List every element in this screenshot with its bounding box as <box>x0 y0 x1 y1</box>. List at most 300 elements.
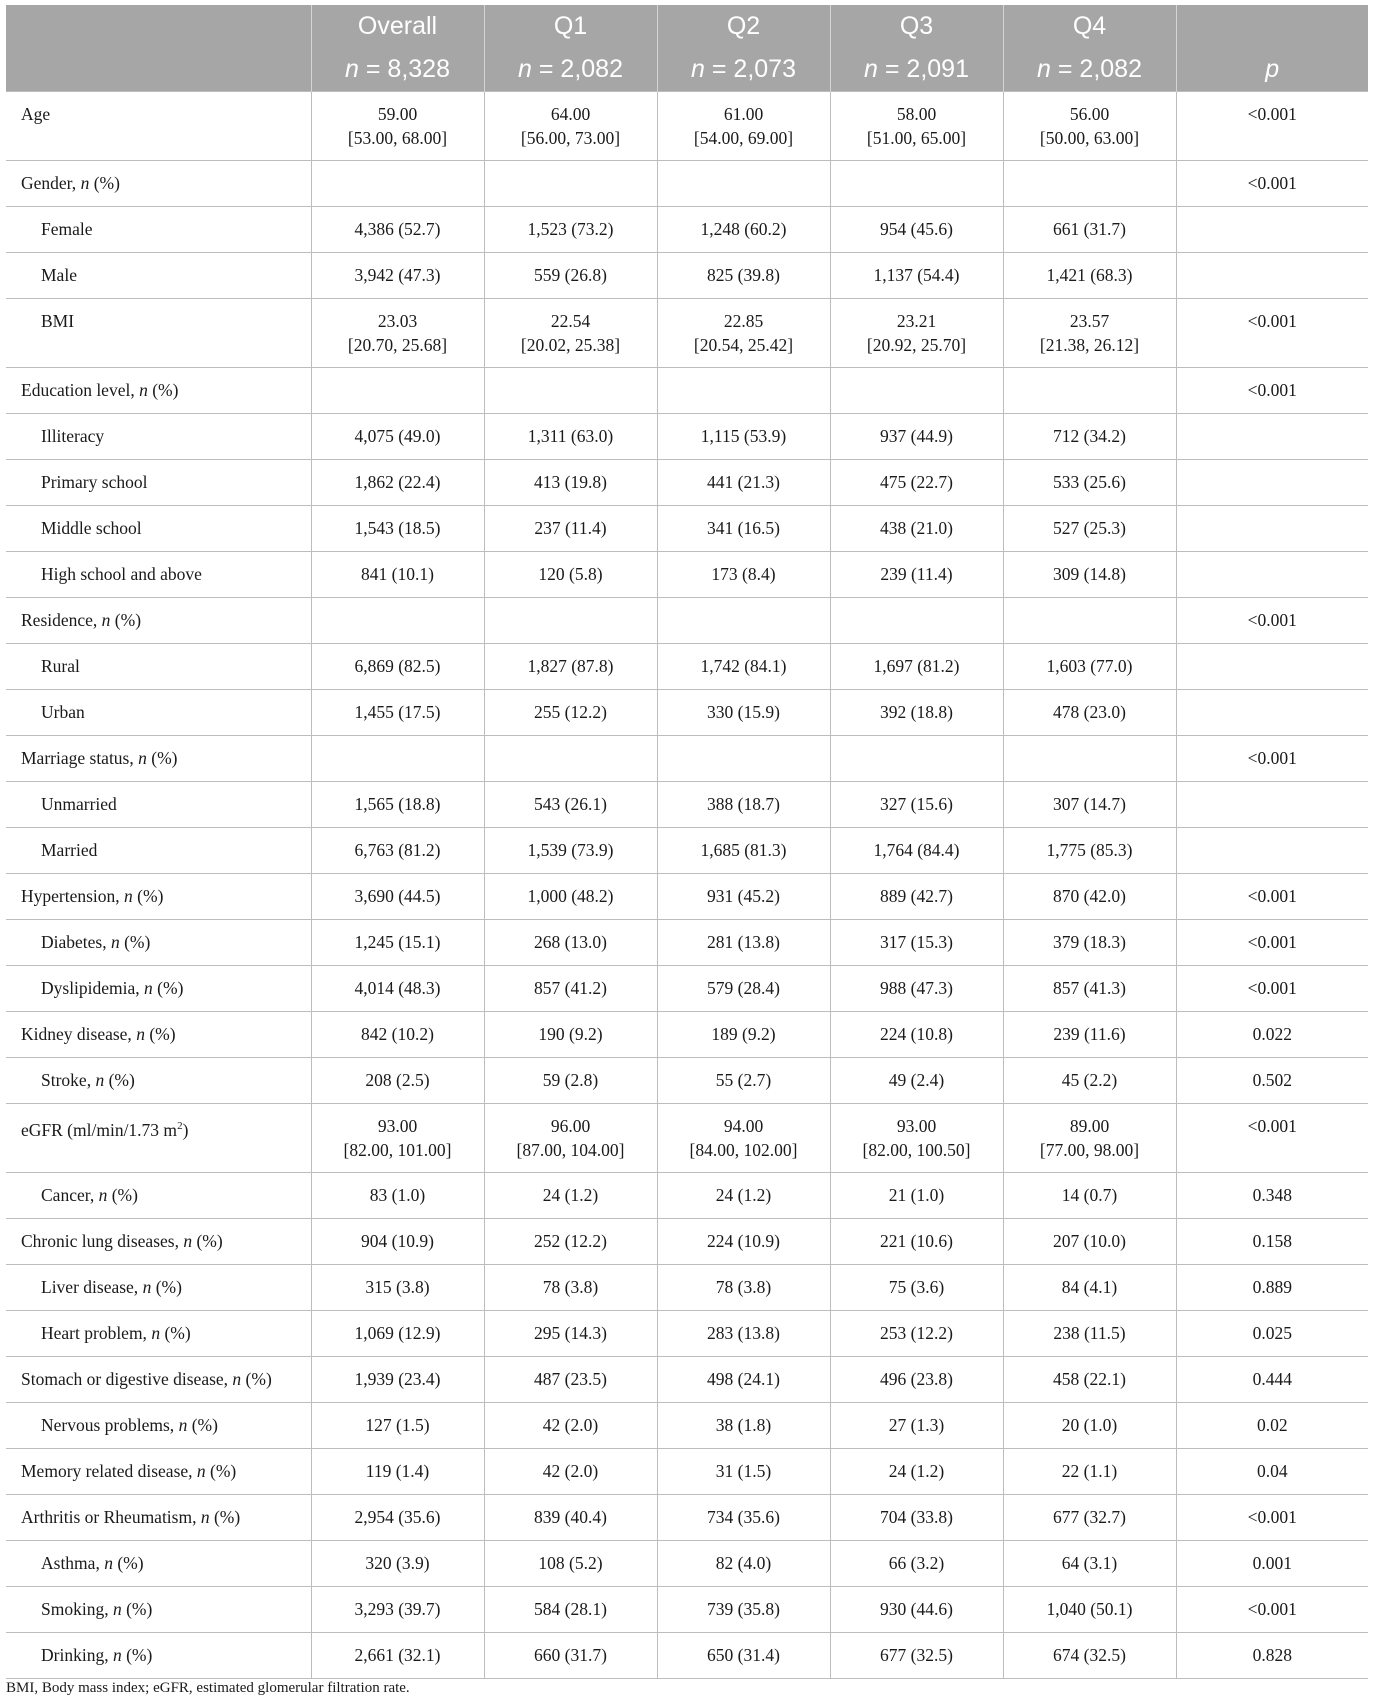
value-cell <box>311 1012 484 1058</box>
label-main: Cancer, <box>41 1185 99 1205</box>
p-value-cell: 0.444 <box>1176 1357 1368 1403</box>
value-main: 1,539 (73.9) <box>527 840 614 860</box>
value-main: 3,293 (39.7) <box>354 1599 441 1619</box>
value-main: 78 (3.8) <box>715 1277 772 1297</box>
value-cell <box>1003 1357 1176 1403</box>
value-main: 309 (14.8) <box>1053 564 1126 584</box>
value-main: 239 (11.6) <box>1053 1024 1126 1044</box>
value-main: 931 (45.2) <box>707 886 780 906</box>
value-cell <box>657 207 830 253</box>
p-value-cell: <0.001 <box>1176 1587 1368 1633</box>
value-main: 839 (40.4) <box>534 1507 607 1527</box>
p-value-cell: 0.04 <box>1176 1449 1368 1495</box>
label-n: n <box>196 1461 206 1481</box>
value-main: 317 (15.3) <box>880 932 953 952</box>
row-label <box>6 828 311 874</box>
row-label <box>6 644 311 690</box>
value-cell <box>657 1173 830 1219</box>
value-cell <box>1003 1265 1176 1311</box>
label-main: Diabetes, <box>41 932 111 952</box>
label-n: n <box>200 1507 210 1527</box>
value-cell <box>657 644 830 690</box>
value-cell <box>830 1403 1003 1449</box>
header-overall: Overall <box>311 5 484 48</box>
row-label-text <box>6 1597 152 1621</box>
p-value-cell: <0.001 <box>1176 1495 1368 1541</box>
value-main: 1,862 (22.4) <box>354 472 441 492</box>
label-n: n <box>136 1024 145 1044</box>
value-cell <box>1003 782 1176 828</box>
label-suffix: (%) <box>132 886 164 906</box>
value-cell <box>311 1403 484 1449</box>
table-container <box>6 5 1368 1679</box>
row-label-text <box>6 263 77 287</box>
value-main: 2,661 (32.1) <box>354 1645 441 1665</box>
value-cell <box>311 1541 484 1587</box>
value-main: 58.00 <box>896 104 937 124</box>
value-main: 61.00 <box>723 104 764 124</box>
value-main: 954 (45.6) <box>880 219 953 239</box>
value-main: 23.57 <box>1069 311 1110 331</box>
p-value-cell: <0.001 <box>1176 920 1368 966</box>
value-cell <box>657 253 830 299</box>
row-label <box>6 1495 311 1541</box>
table-row <box>6 1403 1368 1449</box>
value-cell <box>1003 1633 1176 1679</box>
label-n: n <box>151 1323 161 1343</box>
value-cell <box>830 552 1003 598</box>
value-cell <box>484 874 657 920</box>
value-cell <box>1003 161 1176 207</box>
value-main: 221 (10.6) <box>880 1231 953 1251</box>
value-main: 84 (4.1) <box>1061 1277 1118 1297</box>
value-cell <box>1003 1449 1176 1495</box>
value-range: [50.00, 63.00] <box>1039 128 1140 148</box>
value-range: [77.00, 98.00] <box>1039 1140 1140 1160</box>
value-main: 253 (12.2) <box>880 1323 953 1343</box>
value-cell <box>484 598 657 644</box>
p-value-cell <box>1176 552 1368 598</box>
value-main: 82 (4.0) <box>715 1553 772 1573</box>
value-cell <box>484 92 657 161</box>
value-main: 674 (32.5) <box>1053 1645 1126 1665</box>
value-cell <box>657 874 830 920</box>
value-main: 1,764 (84.4) <box>873 840 960 860</box>
row-label <box>6 1219 311 1265</box>
row-label <box>6 299 311 368</box>
value-main: 59 (2.8) <box>542 1070 599 1090</box>
value-main: 27 (1.3) <box>888 1415 945 1435</box>
value-cell <box>484 1012 657 1058</box>
value-main: 475 (22.7) <box>880 472 953 492</box>
value-main: 252 (12.2) <box>534 1231 607 1251</box>
label-main: Dyslipidemia, <box>41 978 145 998</box>
value-main: 704 (33.8) <box>880 1507 953 1527</box>
value-cell <box>657 920 830 966</box>
row-label-text <box>6 562 202 586</box>
value-cell <box>311 92 484 161</box>
value-range: [20.54, 25.42] <box>693 335 794 355</box>
row-label-text <box>6 838 97 862</box>
header-row-counts <box>6 48 1368 92</box>
header-n-q2: n = 2,073 <box>657 48 830 92</box>
value-main: 237 (11.4) <box>534 518 607 538</box>
value-main: 1,455 (17.5) <box>354 702 441 722</box>
value-cell <box>657 1104 830 1173</box>
value-main: 930 (44.6) <box>880 1599 953 1619</box>
row-label <box>6 506 311 552</box>
header-q4: Q4 <box>1003 5 1176 48</box>
p-value-cell: <0.001 <box>1176 1104 1368 1173</box>
value-cell <box>657 1219 830 1265</box>
value-main: 14 (0.7) <box>1061 1185 1118 1205</box>
value-cell <box>484 966 657 1012</box>
value-main: 1,939 (23.4) <box>354 1369 441 1389</box>
value-cell <box>484 1311 657 1357</box>
value-cell <box>484 1541 657 1587</box>
value-main: 1,245 (15.1) <box>354 932 441 952</box>
table-row <box>6 1104 1368 1173</box>
value-cell <box>1003 920 1176 966</box>
p-value-cell: 0.502 <box>1176 1058 1368 1104</box>
value-main: 388 (18.7) <box>707 794 780 814</box>
value-main: 4,014 (48.3) <box>354 978 441 998</box>
label-suffix: (%) <box>104 1070 135 1090</box>
p-value-cell: <0.001 <box>1176 92 1368 161</box>
value-main: 677 (32.7) <box>1053 1507 1126 1527</box>
value-main: 22 (1.1) <box>1061 1461 1118 1481</box>
value-main: 904 (10.9) <box>361 1231 434 1251</box>
table-row <box>6 782 1368 828</box>
row-label-text <box>6 1183 138 1207</box>
value-main: 3,690 (44.5) <box>354 886 441 906</box>
value-cell <box>484 690 657 736</box>
table-row <box>6 598 1368 644</box>
value-range: [84.00, 102.00] <box>689 1140 798 1160</box>
label-main: Unmarried <box>41 794 117 814</box>
value-cell <box>484 368 657 414</box>
value-cell <box>657 598 830 644</box>
value-cell <box>657 460 830 506</box>
row-label <box>6 782 311 828</box>
value-cell <box>311 1495 484 1541</box>
row-label <box>6 736 311 782</box>
table-row <box>6 1357 1368 1403</box>
value-main: 283 (13.8) <box>707 1323 780 1343</box>
value-range: [82.00, 101.00] <box>343 1140 452 1160</box>
value-cell <box>1003 1058 1176 1104</box>
label-main: Liver disease, <box>41 1277 143 1297</box>
value-cell <box>830 1633 1003 1679</box>
value-main: 1,115 (53.9) <box>700 426 787 446</box>
label-main: Chronic lung diseases, <box>21 1231 184 1251</box>
value-main: 93.00 <box>377 1116 418 1136</box>
value-cell <box>311 598 484 644</box>
row-label-text <box>6 309 74 333</box>
label-n: n <box>142 1277 152 1297</box>
header-q2: Q2 <box>657 5 830 48</box>
value-cell <box>830 1104 1003 1173</box>
value-main: 739 (35.8) <box>707 1599 780 1619</box>
value-main: 24 (1.2) <box>542 1185 599 1205</box>
row-label <box>6 368 311 414</box>
value-cell <box>830 1541 1003 1587</box>
value-main: 677 (32.5) <box>880 1645 953 1665</box>
p-value-cell <box>1176 253 1368 299</box>
value-main: 1,565 (18.8) <box>354 794 441 814</box>
row-label-text <box>6 1413 218 1437</box>
value-cell <box>657 161 830 207</box>
value-main: 22.85 <box>723 311 764 331</box>
row-label-text <box>6 1643 152 1667</box>
value-cell <box>830 920 1003 966</box>
value-cell <box>657 1587 830 1633</box>
value-main: 93.00 <box>896 1116 937 1136</box>
value-main: 64 (3.1) <box>1061 1553 1118 1573</box>
label-suffix: (%) <box>119 932 151 952</box>
row-label-text <box>6 1022 176 1046</box>
row-label <box>6 1058 311 1104</box>
label-suffix: (%) <box>187 1415 218 1435</box>
value-cell <box>311 1219 484 1265</box>
value-cell <box>1003 1311 1176 1357</box>
value-cell <box>830 782 1003 828</box>
value-cell <box>311 644 484 690</box>
value-cell <box>311 207 484 253</box>
value-main: 23.03 <box>377 311 418 331</box>
value-main: 224 (10.8) <box>880 1024 953 1044</box>
row-label-text <box>6 884 163 908</box>
value-cell <box>484 207 657 253</box>
row-label-text <box>6 378 178 402</box>
p-value-cell: <0.001 <box>1176 736 1368 782</box>
value-cell <box>1003 1012 1176 1058</box>
label-main: Female <box>41 219 93 239</box>
value-cell <box>830 506 1003 552</box>
value-main: 23.21 <box>896 311 937 331</box>
p-value-cell <box>1176 207 1368 253</box>
label-main: Gender, <box>21 173 81 193</box>
row-label <box>6 1403 311 1449</box>
row-label <box>6 1173 311 1219</box>
value-main: 6,869 (82.5) <box>354 656 441 676</box>
value-main: 64.00 <box>550 104 591 124</box>
value-cell <box>1003 506 1176 552</box>
p-value-cell <box>1176 828 1368 874</box>
value-cell <box>311 1587 484 1633</box>
value-cell <box>830 1311 1003 1357</box>
value-main: 59.00 <box>377 104 418 124</box>
label-main: Heart problem, <box>41 1323 152 1343</box>
value-main: 487 (23.5) <box>534 1369 607 1389</box>
p-value-cell: <0.001 <box>1176 299 1368 368</box>
value-main: 327 (15.6) <box>880 794 953 814</box>
header-row-groups <box>6 5 1368 48</box>
p-value-cell: 0.02 <box>1176 1403 1368 1449</box>
value-cell <box>1003 368 1176 414</box>
value-cell <box>311 1449 484 1495</box>
label-n: n <box>112 1645 122 1665</box>
value-main: 1,523 (73.2) <box>527 219 614 239</box>
value-cell <box>311 690 484 736</box>
label-main: Residence, <box>21 610 102 630</box>
row-label-text <box>6 976 183 1000</box>
value-cell <box>657 736 830 782</box>
label-main: Asthma, <box>41 1553 105 1573</box>
header-n-q1: n = 2,082 <box>484 48 657 92</box>
row-label-text <box>6 1505 240 1529</box>
value-cell <box>1003 966 1176 1012</box>
value-cell <box>830 966 1003 1012</box>
value-main: 24 (1.2) <box>888 1461 945 1481</box>
value-main: 1,742 (84.1) <box>700 656 787 676</box>
value-main: 379 (18.3) <box>1053 932 1126 952</box>
value-cell <box>311 1173 484 1219</box>
row-label-text <box>6 1367 272 1391</box>
value-cell <box>830 161 1003 207</box>
value-main: 533 (25.6) <box>1053 472 1126 492</box>
table-row <box>6 1058 1368 1104</box>
row-label-text <box>6 746 177 770</box>
value-main: 42 (2.0) <box>542 1415 599 1435</box>
value-cell <box>311 253 484 299</box>
value-main: 295 (14.3) <box>534 1323 607 1343</box>
value-cell <box>657 1633 830 1679</box>
value-cell <box>657 1449 830 1495</box>
value-cell <box>1003 1104 1176 1173</box>
value-main: 825 (39.8) <box>707 265 780 285</box>
header-n-q4: n = 2,082 <box>1003 48 1176 92</box>
value-cell <box>830 1587 1003 1633</box>
value-cell <box>1003 1495 1176 1541</box>
value-cell <box>657 966 830 1012</box>
value-main: 413 (19.8) <box>534 472 607 492</box>
label-main: Age <box>21 104 51 124</box>
value-main: 734 (35.6) <box>707 1507 780 1527</box>
p-value-cell: <0.001 <box>1176 874 1368 920</box>
label-main: High school and above <box>41 564 202 584</box>
row-label-text <box>6 470 147 494</box>
value-cell <box>830 414 1003 460</box>
table-row <box>6 1633 1368 1679</box>
value-main: 1,040 (50.1) <box>1046 1599 1133 1619</box>
value-main: 857 (41.3) <box>1053 978 1126 998</box>
value-cell <box>657 1012 830 1058</box>
row-label <box>6 1449 311 1495</box>
value-main: 498 (24.1) <box>707 1369 780 1389</box>
value-cell <box>311 1265 484 1311</box>
value-main: 268 (13.0) <box>534 932 607 952</box>
value-main: 56.00 <box>1069 104 1110 124</box>
value-main: 496 (23.8) <box>880 1369 953 1389</box>
value-main: 1,685 (81.3) <box>700 840 787 860</box>
label-n: n <box>110 932 120 952</box>
p-value-cell <box>1176 644 1368 690</box>
value-main: 3,942 (47.3) <box>354 265 441 285</box>
table-row <box>6 1311 1368 1357</box>
table-row <box>6 828 1368 874</box>
value-main: 660 (31.7) <box>534 1645 607 1665</box>
value-cell <box>657 414 830 460</box>
row-label <box>6 552 311 598</box>
value-cell <box>484 1633 657 1679</box>
row-label <box>6 966 311 1012</box>
value-main: 1,697 (81.2) <box>873 656 960 676</box>
label-suffix: (%) <box>144 1024 176 1044</box>
header-q1: Q1 <box>484 5 657 48</box>
row-label <box>6 253 311 299</box>
label-suffix: (%) <box>121 1645 153 1665</box>
value-cell <box>484 552 657 598</box>
label-n: n <box>124 886 133 906</box>
value-cell <box>657 368 830 414</box>
row-label-text <box>6 700 85 724</box>
value-main: 120 (5.8) <box>538 564 603 584</box>
table-row <box>6 299 1368 368</box>
value-cell <box>484 1587 657 1633</box>
value-main: 190 (9.2) <box>538 1024 603 1044</box>
label-n: n <box>232 1369 242 1389</box>
value-cell <box>657 92 830 161</box>
table-row <box>6 690 1368 736</box>
value-main: 189 (9.2) <box>711 1024 776 1044</box>
label-main: Rural <box>41 656 80 676</box>
value-cell <box>657 552 830 598</box>
label-main: eGFR (ml/min/1.73 m <box>21 1119 178 1140</box>
table-row <box>6 414 1368 460</box>
value-main: 579 (28.4) <box>707 978 780 998</box>
value-cell <box>657 828 830 874</box>
value-main: 224 (10.9) <box>707 1231 780 1251</box>
value-main: 255 (12.2) <box>534 702 607 722</box>
value-cell <box>1003 207 1176 253</box>
p-value-cell <box>1176 782 1368 828</box>
value-cell <box>311 552 484 598</box>
table-row <box>6 368 1368 414</box>
value-main: 281 (13.8) <box>707 932 780 952</box>
value-main: 4,075 (49.0) <box>354 426 441 446</box>
value-main: 83 (1.0) <box>369 1185 426 1205</box>
value-main: 173 (8.4) <box>711 564 776 584</box>
row-label-text <box>6 1551 144 1575</box>
label-main: Kidney disease, <box>21 1024 137 1044</box>
value-cell <box>484 1058 657 1104</box>
row-label <box>6 92 311 161</box>
table-body <box>6 92 1368 1679</box>
value-main: 55 (2.7) <box>715 1070 772 1090</box>
value-main: 841 (10.1) <box>361 564 434 584</box>
label-main: Memory related disease, <box>21 1461 197 1481</box>
label-suffix: (%) <box>146 748 178 768</box>
p-value-cell: 0.348 <box>1176 1173 1368 1219</box>
row-label-text <box>6 516 142 540</box>
table-row <box>6 161 1368 207</box>
value-main: 857 (41.2) <box>534 978 607 998</box>
value-range: [51.00, 65.00] <box>866 128 967 148</box>
value-cell <box>830 253 1003 299</box>
value-cell <box>1003 598 1176 644</box>
row-label-text <box>6 171 120 195</box>
value-main: 239 (11.4) <box>880 564 953 584</box>
p-value-cell: <0.001 <box>1176 161 1368 207</box>
table-header <box>6 5 1368 92</box>
header-p-blank <box>1176 5 1368 48</box>
label-suffix: (%) <box>192 1231 223 1251</box>
label-n: n <box>139 380 148 400</box>
p-value-cell: <0.001 <box>1176 368 1368 414</box>
value-cell <box>484 920 657 966</box>
value-cell <box>484 1495 657 1541</box>
